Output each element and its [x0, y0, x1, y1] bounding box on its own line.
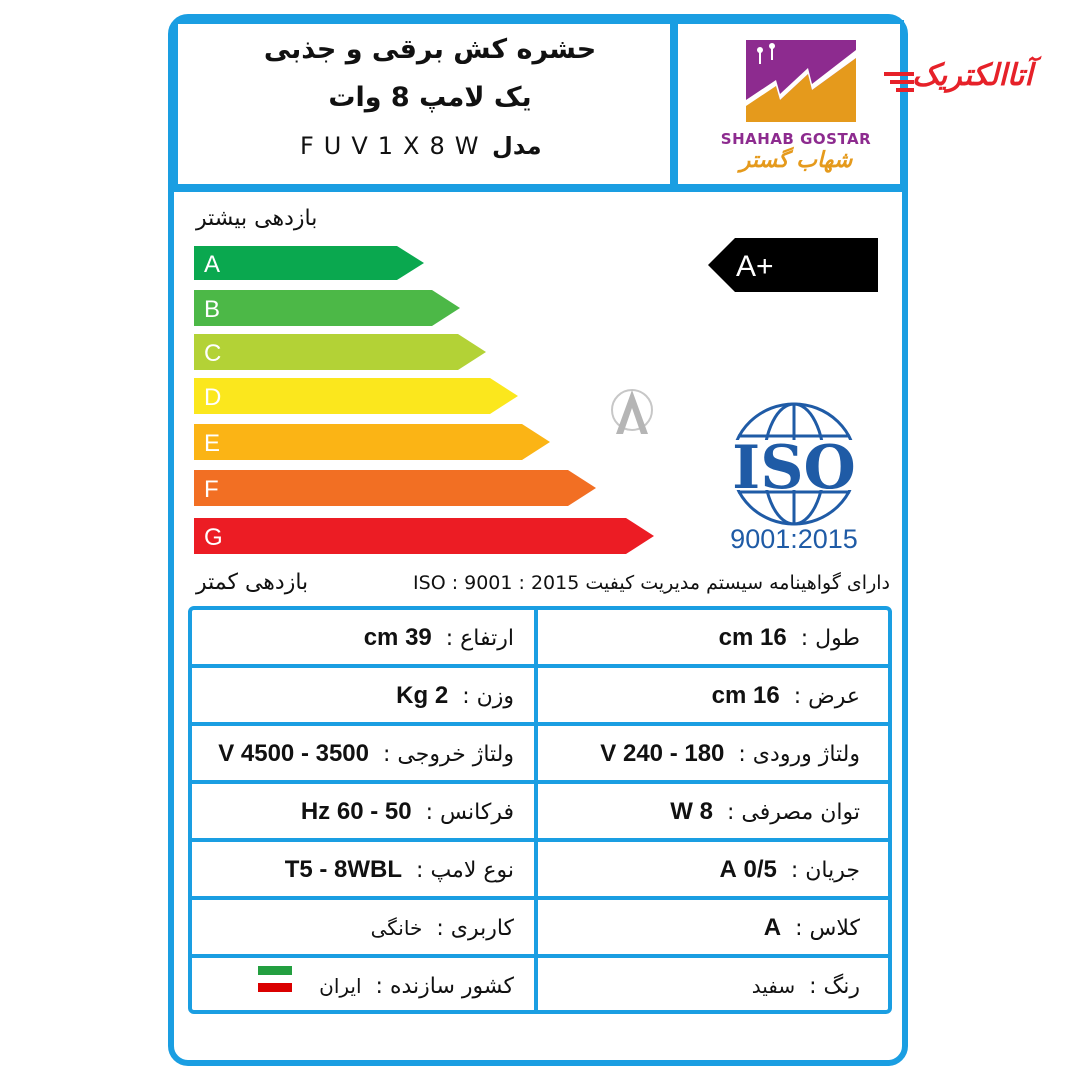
spec-value: خانگی: [370, 916, 423, 940]
spec-cell-left: [301, 784, 514, 840]
spec-value: 39 cm: [363, 624, 432, 651]
watermark-icon: [604, 384, 660, 442]
energy-bar-shape: [194, 470, 596, 506]
model-value: FUV1X8W: [300, 132, 489, 160]
brand-name-fa: شهاب گستر: [739, 148, 853, 173]
energy-bar-shape: [194, 334, 486, 370]
spec-cell-right: [752, 958, 860, 1014]
seller-logo-text: آتاالکتریک: [912, 58, 1033, 93]
product-subtitle: یک لامپ 8 وات: [328, 82, 532, 113]
energy-bar-shape: [194, 246, 424, 280]
spec-cell-left: [319, 958, 514, 1014]
energy-bar-f: [194, 470, 596, 506]
product-title: حشره کش برقی و جذبی: [263, 34, 597, 65]
spec-label: رنگ :: [809, 974, 860, 999]
energy-bar-letter: G: [204, 524, 223, 551]
spec-label: کشور سازنده :: [375, 974, 514, 999]
spec-label: ولتاژ خروجی :: [383, 742, 514, 767]
spec-value: 50 - 60 Hz: [300, 798, 412, 825]
energy-bar-d: [194, 378, 518, 414]
spec-label: کلاس :: [795, 916, 860, 941]
spec-value: سفید: [751, 974, 796, 998]
energy-bar-b: [194, 290, 460, 326]
energy-bar-shape: [194, 290, 460, 326]
spec-cell-right: [719, 610, 860, 666]
energy-bar-shape: [194, 424, 550, 460]
energy-rating: A+: [736, 250, 774, 283]
spec-label: طول :: [800, 626, 860, 651]
spec-value: A: [763, 914, 782, 941]
energy-bar-letter: C: [204, 340, 222, 367]
spec-cell-right: [719, 842, 860, 898]
spec-cell-left: [364, 610, 514, 666]
spec-value: 16 cm: [718, 624, 787, 651]
energy-bar-letter: E: [204, 430, 221, 457]
spec-label: فرکانس :: [425, 800, 514, 825]
spec-label: جریان :: [790, 858, 860, 883]
spec-label: وزن :: [462, 684, 514, 709]
spec-label: کاربری :: [436, 916, 514, 941]
energy-bar-a: [194, 246, 424, 280]
brand-name-en: SHAHAB GOSTAR: [720, 130, 872, 148]
spec-value: 8 W: [670, 798, 713, 825]
less-efficiency-label: بازدهی کمتر: [196, 570, 309, 595]
energy-bar-letter: B: [204, 296, 221, 323]
energy-bar-c: [194, 334, 486, 370]
energy-bar-letter: F: [204, 476, 219, 503]
spec-cell-left: [218, 726, 514, 782]
spec-cell-left: [371, 900, 514, 956]
iso-logo-icon: [716, 400, 872, 560]
spec-cell-right: [600, 726, 860, 782]
spec-cell-right: [670, 784, 860, 840]
spec-value: T5 - 8WBL: [284, 856, 403, 883]
model-label: مدل: [492, 132, 542, 160]
more-efficiency-label: بازدهی بیشتر: [196, 206, 318, 231]
spec-value: 180 - 240 V: [600, 740, 725, 767]
spec-label: ارتفاع :: [445, 626, 514, 651]
iran-flag-icon: [258, 966, 292, 992]
spec-cell-right: [712, 668, 860, 724]
certificate-text: دارای گواهینامه سیستم مدیریت کیفیت ISO : 9001 : 2015: [413, 572, 890, 594]
spec-cell-left: [285, 842, 514, 898]
spec-value: 3500 - 4500 V: [218, 740, 369, 767]
spec-value: 2 Kg: [396, 682, 449, 709]
spec-value: ایران: [319, 974, 362, 998]
iso-logo-text: ISO: [732, 433, 856, 503]
iso-standard: 9001:2015: [730, 524, 858, 554]
energy-bar-shape: [194, 518, 654, 554]
spec-cell-left: [396, 668, 514, 724]
energy-bar-g: [194, 518, 654, 554]
energy-bar-e: [194, 424, 550, 460]
rating-arrow-icon: [708, 238, 878, 292]
spec-value: 16 cm: [711, 682, 780, 709]
energy-bar-shape: [194, 378, 518, 414]
spec-label: ولتاژ ورودی :: [738, 742, 860, 767]
spec-value: 0/5 A: [719, 856, 777, 883]
spec-label: توان مصرفی :: [726, 800, 860, 825]
spec-label: نوع لامپ :: [416, 858, 514, 883]
spec-label: عرض :: [793, 684, 860, 709]
energy-bar-letter: D: [204, 384, 222, 411]
spec-cell-right: [764, 900, 860, 956]
energy-bar-letter: A: [204, 251, 221, 278]
